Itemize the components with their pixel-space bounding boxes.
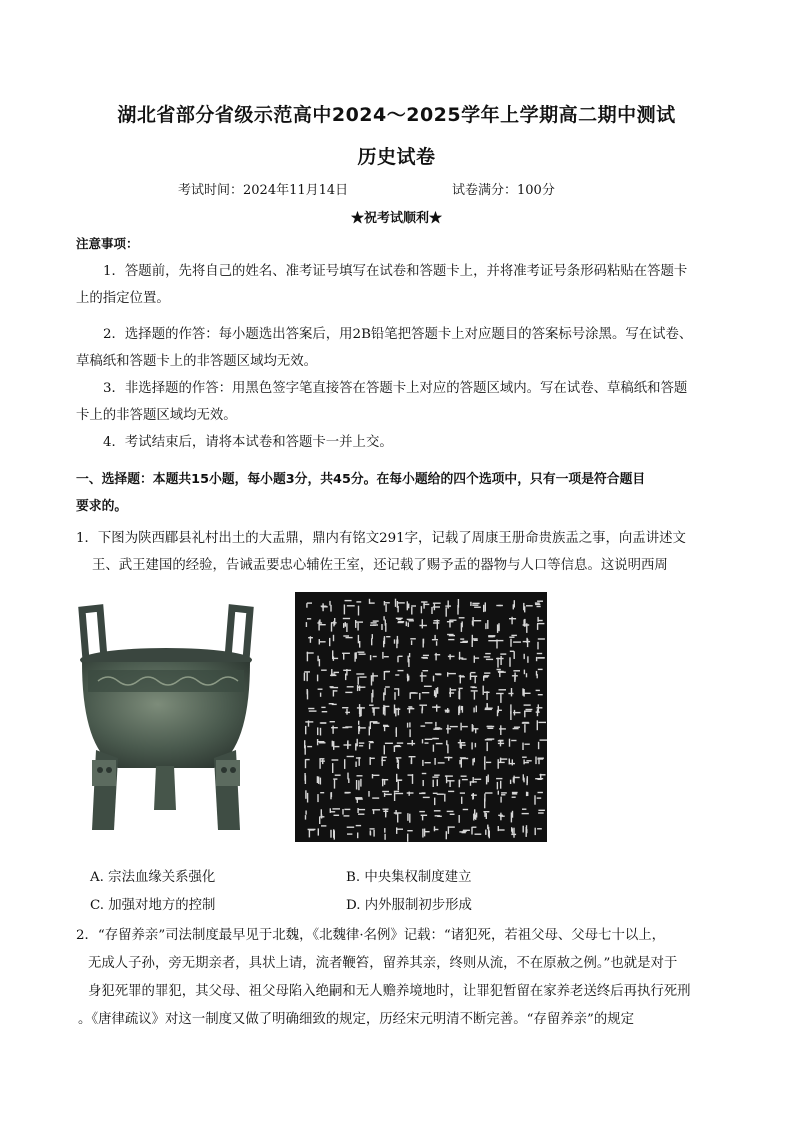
glyph — [372, 809, 380, 814]
glyph — [356, 601, 361, 615]
glyph — [396, 727, 398, 737]
exam-title: 湖北省部分省级示范高中2024～2025学年上学期高二期中测试 — [117, 104, 676, 126]
glyph — [434, 758, 444, 765]
glyph — [394, 636, 399, 648]
glyph — [470, 686, 477, 699]
q1-option-c[interactable]: C. 加强对地方的控制 — [90, 898, 216, 913]
glyph — [483, 602, 486, 612]
glyph — [422, 760, 431, 766]
glyph — [330, 792, 332, 799]
glyph — [512, 792, 518, 798]
full-score: 试卷满分：100分 — [452, 183, 555, 198]
glyph — [347, 773, 349, 783]
glyph — [345, 792, 351, 794]
glyph — [536, 704, 543, 716]
glyph — [522, 722, 530, 733]
note-4-line1: 4．考试结束后，请将本试卷和答题卡一并上交。 — [103, 435, 393, 450]
glyph — [305, 811, 307, 820]
glyph — [345, 686, 353, 693]
glyph — [369, 721, 380, 735]
glyph — [471, 742, 476, 749]
glyph — [304, 740, 312, 755]
glyph — [382, 779, 388, 787]
q2-stem-line2: 无成人子孙，旁无期亲者，具状上请，流者鞭笞，留养其亲，终则从流，不在原赦之例。”也就是对于 — [88, 956, 678, 971]
glyph — [407, 830, 413, 842]
glyph — [319, 758, 325, 769]
glyph — [306, 618, 312, 627]
note-2-line2: 草稿纸和答题卡上的非答题区域均无效。 — [76, 354, 318, 369]
glyph — [308, 829, 316, 838]
glyph — [317, 776, 321, 784]
glyph — [460, 792, 465, 804]
glyph — [371, 690, 373, 703]
glyph — [459, 617, 465, 632]
glyph — [459, 776, 468, 788]
glyph — [408, 774, 414, 784]
glyph — [344, 740, 352, 749]
glyph — [305, 759, 310, 768]
glyph — [419, 792, 430, 798]
glyph — [409, 756, 416, 764]
note-2-line1: 2．选择题的作答：每小题选出答案后，用2B铅笔把答题卡上对应题目的答案标号涂黑。写在试卷、 — [103, 327, 693, 342]
glyph — [497, 706, 502, 716]
glyph — [343, 669, 351, 680]
glyph — [509, 651, 515, 667]
glyph — [419, 686, 432, 700]
glyph — [509, 617, 516, 625]
glyph — [355, 757, 360, 767]
glyph — [538, 810, 545, 814]
glyph — [458, 688, 462, 700]
glyph — [459, 830, 470, 834]
glyph — [394, 742, 404, 752]
glyph — [321, 603, 328, 611]
glyph — [383, 705, 390, 716]
glyph — [329, 601, 331, 612]
glyph — [510, 776, 520, 784]
glyph — [433, 620, 440, 630]
glyph — [432, 775, 439, 788]
glyph — [523, 825, 528, 837]
glyph — [319, 809, 324, 824]
glyph — [423, 639, 425, 648]
glyph — [332, 650, 338, 661]
glyph — [344, 756, 354, 769]
glyph — [445, 708, 450, 713]
glyph — [381, 616, 386, 632]
glyph — [513, 727, 520, 730]
glyph — [308, 636, 313, 643]
glyph — [472, 758, 475, 766]
q1-stem-line1: 1．下图为陕西郿县礼村出土的大盂鼎，鼎内有铭文291字，记载了周康王册命贵族盂之事，向盂讲述文 — [76, 531, 686, 546]
glyph — [435, 653, 441, 661]
glyph — [369, 705, 379, 716]
glyph — [342, 726, 352, 728]
note-1-line1: 1．答题前，先将自己的姓名、准考证号填写在试卷和答题卡上，并将准考证号条形码粘贴在答题卡 — [103, 264, 688, 279]
glyph — [524, 670, 528, 678]
glyph — [344, 600, 355, 615]
glyph — [447, 634, 455, 641]
glyph — [537, 617, 545, 630]
glyph — [396, 774, 402, 790]
glyph — [434, 687, 438, 697]
glyph — [496, 653, 506, 667]
glyph — [407, 674, 410, 682]
glyph — [422, 739, 433, 744]
glyph — [444, 757, 452, 761]
glyph — [431, 603, 440, 615]
glyph — [485, 825, 490, 839]
glyph — [496, 689, 506, 703]
glyph — [496, 640, 504, 649]
glyph — [317, 670, 327, 682]
glyph — [308, 708, 316, 712]
q1-option-a[interactable]: A. 宗法血缘关系强化 — [90, 870, 216, 885]
glyph — [384, 743, 393, 755]
glyph — [422, 773, 427, 786]
glyph — [535, 828, 542, 835]
glyph — [370, 828, 375, 836]
glyph — [368, 791, 379, 799]
glyph — [330, 829, 335, 839]
glyph — [317, 656, 320, 667]
glyph — [498, 740, 504, 747]
glyph — [329, 703, 337, 705]
glyph — [434, 826, 439, 831]
glyph — [382, 652, 389, 659]
glyph — [394, 705, 401, 717]
glyph — [407, 813, 410, 823]
section1-line1: 一、选择题：本题共15小题，每小题3分，共45分。在每小题给的四个选项中，只有一项是符合题目 — [76, 472, 646, 487]
note-3-line1: 3．非选择题的作答：用黑色签字笔直接答在答题卡上对应的答题区域内。写在试卷、草稿纸和答题 — [103, 381, 688, 396]
glyph — [304, 773, 306, 784]
glyph — [329, 635, 334, 646]
glyph — [447, 620, 457, 628]
glyph — [524, 704, 533, 717]
glyph — [357, 808, 365, 815]
glyph — [524, 654, 529, 663]
glyph — [483, 686, 490, 700]
glyph — [317, 619, 325, 630]
glyph — [484, 653, 493, 660]
glyph — [317, 792, 324, 802]
glyph — [331, 618, 337, 632]
glyph — [459, 675, 465, 684]
ding-vessel-image — [78, 600, 254, 834]
exam-subject: 历史试卷 — [357, 146, 436, 168]
q2-stem-line3: 身犯死罪的罪犯，其父母、祖父母陷入绝嗣和无人赡养境地时，让罪犯暂留在家养老送终后再执行死刑 — [88, 984, 691, 999]
glyph — [305, 790, 308, 802]
glyph — [526, 792, 529, 796]
q2-stem-line4: 。《唐律疏议》对这一制度又做了明确细致的规定，历经宋元明清不断完善。“存留养亲”的规定 — [78, 1012, 635, 1027]
glyph — [372, 774, 380, 778]
glyph — [487, 726, 495, 729]
glyph — [383, 686, 390, 700]
glyph — [483, 672, 490, 680]
glyph — [356, 825, 361, 838]
section1-line2: 要求的。 — [76, 499, 128, 514]
glyph — [370, 620, 379, 626]
q2-stem-line1: 2．“存留养亲”司法制度最早见于北魏，《北魏律·名例》记载：“诸犯死，若祖父母、父母七十以上， — [76, 928, 666, 943]
glyph — [434, 810, 442, 817]
glyph — [498, 791, 507, 803]
glyph — [394, 791, 403, 801]
glyph — [459, 757, 468, 767]
glyph — [498, 826, 505, 831]
glyph — [523, 603, 533, 613]
glyph — [420, 619, 427, 628]
glyph — [369, 741, 374, 749]
glyph — [410, 692, 418, 699]
glyph — [511, 827, 516, 838]
glyph — [383, 725, 389, 732]
glyph — [470, 602, 481, 608]
glyph — [342, 809, 350, 817]
glyph — [321, 707, 327, 713]
glyph — [407, 601, 416, 614]
glyph — [383, 636, 390, 647]
glyph — [471, 793, 477, 800]
glyph — [446, 826, 455, 839]
glyph — [342, 653, 350, 660]
glyph — [445, 775, 455, 787]
glyph — [369, 599, 375, 604]
glyph — [358, 635, 361, 648]
glyph — [355, 797, 363, 803]
glyph — [485, 703, 493, 710]
glyph — [445, 601, 451, 617]
glyph — [497, 623, 500, 633]
glyph — [522, 809, 529, 815]
glyph — [407, 792, 414, 796]
glyph — [498, 758, 508, 769]
glyph — [354, 652, 365, 662]
glyph — [509, 739, 517, 747]
glyph — [433, 673, 442, 681]
q1-stem-line2: 王、武王建国的经验，告诫盂要忠心辅佐王室，还记载了赐予盂的器物与人口等信息。这说明西周 — [92, 558, 668, 573]
glyph — [472, 635, 478, 647]
glyph — [496, 605, 503, 606]
glyph — [432, 705, 440, 712]
glyph — [537, 638, 545, 649]
glyph — [407, 740, 415, 746]
glyph — [508, 688, 513, 696]
inscription-glyphs — [295, 592, 547, 842]
glyph — [433, 793, 444, 806]
glyph — [472, 724, 479, 733]
glyph — [330, 669, 339, 676]
glyph — [394, 810, 402, 823]
glyph — [459, 652, 467, 660]
glyph — [355, 620, 363, 631]
glyph — [332, 759, 339, 773]
glyph — [355, 739, 364, 751]
glyph — [447, 672, 456, 677]
glyph — [307, 652, 314, 662]
glyph — [538, 739, 547, 749]
glyph — [306, 602, 312, 607]
glyph — [406, 619, 414, 627]
glyph — [513, 600, 515, 609]
glyph — [470, 777, 482, 786]
glyph — [330, 721, 338, 734]
glyph — [470, 672, 477, 683]
glyph — [317, 739, 326, 745]
glyph — [484, 756, 491, 769]
glyph — [394, 688, 399, 700]
glyph — [483, 811, 489, 819]
glyph — [510, 704, 520, 720]
glyph — [444, 791, 454, 802]
glyph — [330, 686, 339, 696]
glyph — [446, 740, 448, 753]
glyph — [421, 601, 430, 613]
glyph — [449, 688, 456, 697]
glyph — [536, 653, 545, 661]
glyph — [370, 655, 377, 660]
glyph — [535, 757, 544, 765]
glyph — [396, 757, 402, 769]
glyph — [407, 722, 411, 737]
glyph — [537, 720, 546, 730]
glyph — [343, 618, 350, 632]
glyph — [356, 775, 363, 790]
note-3-line2: 卡上的非答题区域均无效。 — [76, 408, 237, 423]
glyph — [358, 721, 366, 734]
glyph — [384, 828, 386, 840]
glyph — [459, 809, 469, 823]
glyph — [509, 635, 521, 647]
glyph — [458, 740, 466, 749]
glyph — [534, 792, 543, 805]
glyph — [383, 809, 389, 818]
glyph — [305, 721, 313, 735]
glyph — [330, 808, 340, 816]
glyph — [333, 775, 340, 789]
glyph — [511, 811, 514, 823]
glyph — [522, 688, 530, 696]
glyph — [536, 669, 543, 679]
q1-option-b[interactable]: B. 中央集权制度建立 — [346, 870, 472, 885]
glyph — [347, 827, 355, 835]
glyph — [509, 759, 515, 766]
glyph — [396, 827, 403, 834]
glyph — [432, 738, 442, 752]
glyph — [307, 689, 309, 699]
exam-time: 考试时间：2024年11月14日 — [178, 183, 349, 198]
note-1-line2: 上的指定位置。 — [76, 291, 170, 306]
glyph — [408, 653, 411, 667]
glyph — [473, 809, 477, 820]
glyph — [498, 813, 505, 821]
glyph — [407, 706, 414, 713]
glyph — [488, 635, 496, 641]
glyph — [395, 670, 403, 676]
glyph — [486, 775, 489, 785]
glyph — [421, 722, 433, 727]
glyph — [473, 706, 477, 713]
glyph — [485, 738, 495, 751]
glyph — [474, 656, 479, 663]
glyph — [523, 619, 530, 633]
glyph — [433, 722, 442, 730]
glyph — [356, 673, 366, 684]
glyph — [446, 725, 458, 734]
glyph — [448, 654, 455, 659]
glyph — [457, 599, 459, 615]
glyph — [343, 635, 352, 638]
glyph — [432, 635, 438, 646]
glyph — [384, 671, 390, 680]
glyph — [319, 639, 326, 644]
glyph — [447, 811, 455, 815]
glyph — [535, 601, 543, 608]
glyph — [419, 811, 427, 821]
glyph — [318, 825, 327, 835]
glyph — [523, 638, 530, 647]
glyph — [410, 638, 416, 645]
glyph — [357, 685, 366, 691]
glyph — [395, 599, 405, 613]
glyph — [332, 741, 340, 750]
glyph — [460, 723, 467, 731]
glyph — [397, 656, 402, 663]
glyph — [304, 671, 310, 681]
glyph — [371, 673, 378, 686]
glyph — [497, 669, 506, 677]
glyph — [371, 634, 373, 645]
glyph — [472, 617, 481, 626]
glyph — [499, 725, 506, 735]
glyph — [460, 638, 468, 643]
glyph — [484, 792, 493, 808]
glyph — [381, 756, 386, 766]
glyph — [421, 655, 429, 659]
glyph — [496, 778, 502, 790]
glyph — [318, 689, 323, 697]
glyph — [382, 791, 392, 797]
glyph — [317, 722, 326, 735]
glyph — [512, 670, 520, 682]
glyph — [485, 620, 488, 629]
good-luck-text: ★祝考试顺利★ — [350, 211, 442, 226]
glyph — [422, 829, 429, 838]
glyph — [536, 690, 543, 696]
glyph — [384, 601, 390, 612]
glyph — [396, 618, 404, 624]
glyph — [420, 670, 428, 682]
glyph — [523, 774, 528, 785]
glyph — [458, 706, 463, 716]
glyph — [342, 707, 350, 715]
glyph — [471, 827, 481, 835]
inscription-rubbing-image — [295, 592, 547, 842]
q1-option-d[interactable]: D. 内外服制初步形成 — [346, 898, 472, 913]
glyph — [522, 757, 532, 765]
notes-heading: 注意事项： — [76, 236, 139, 251]
glyph — [357, 704, 365, 717]
glyph — [370, 757, 375, 765]
glyph — [419, 705, 427, 714]
glyph — [535, 774, 545, 780]
glyph — [522, 743, 530, 750]
